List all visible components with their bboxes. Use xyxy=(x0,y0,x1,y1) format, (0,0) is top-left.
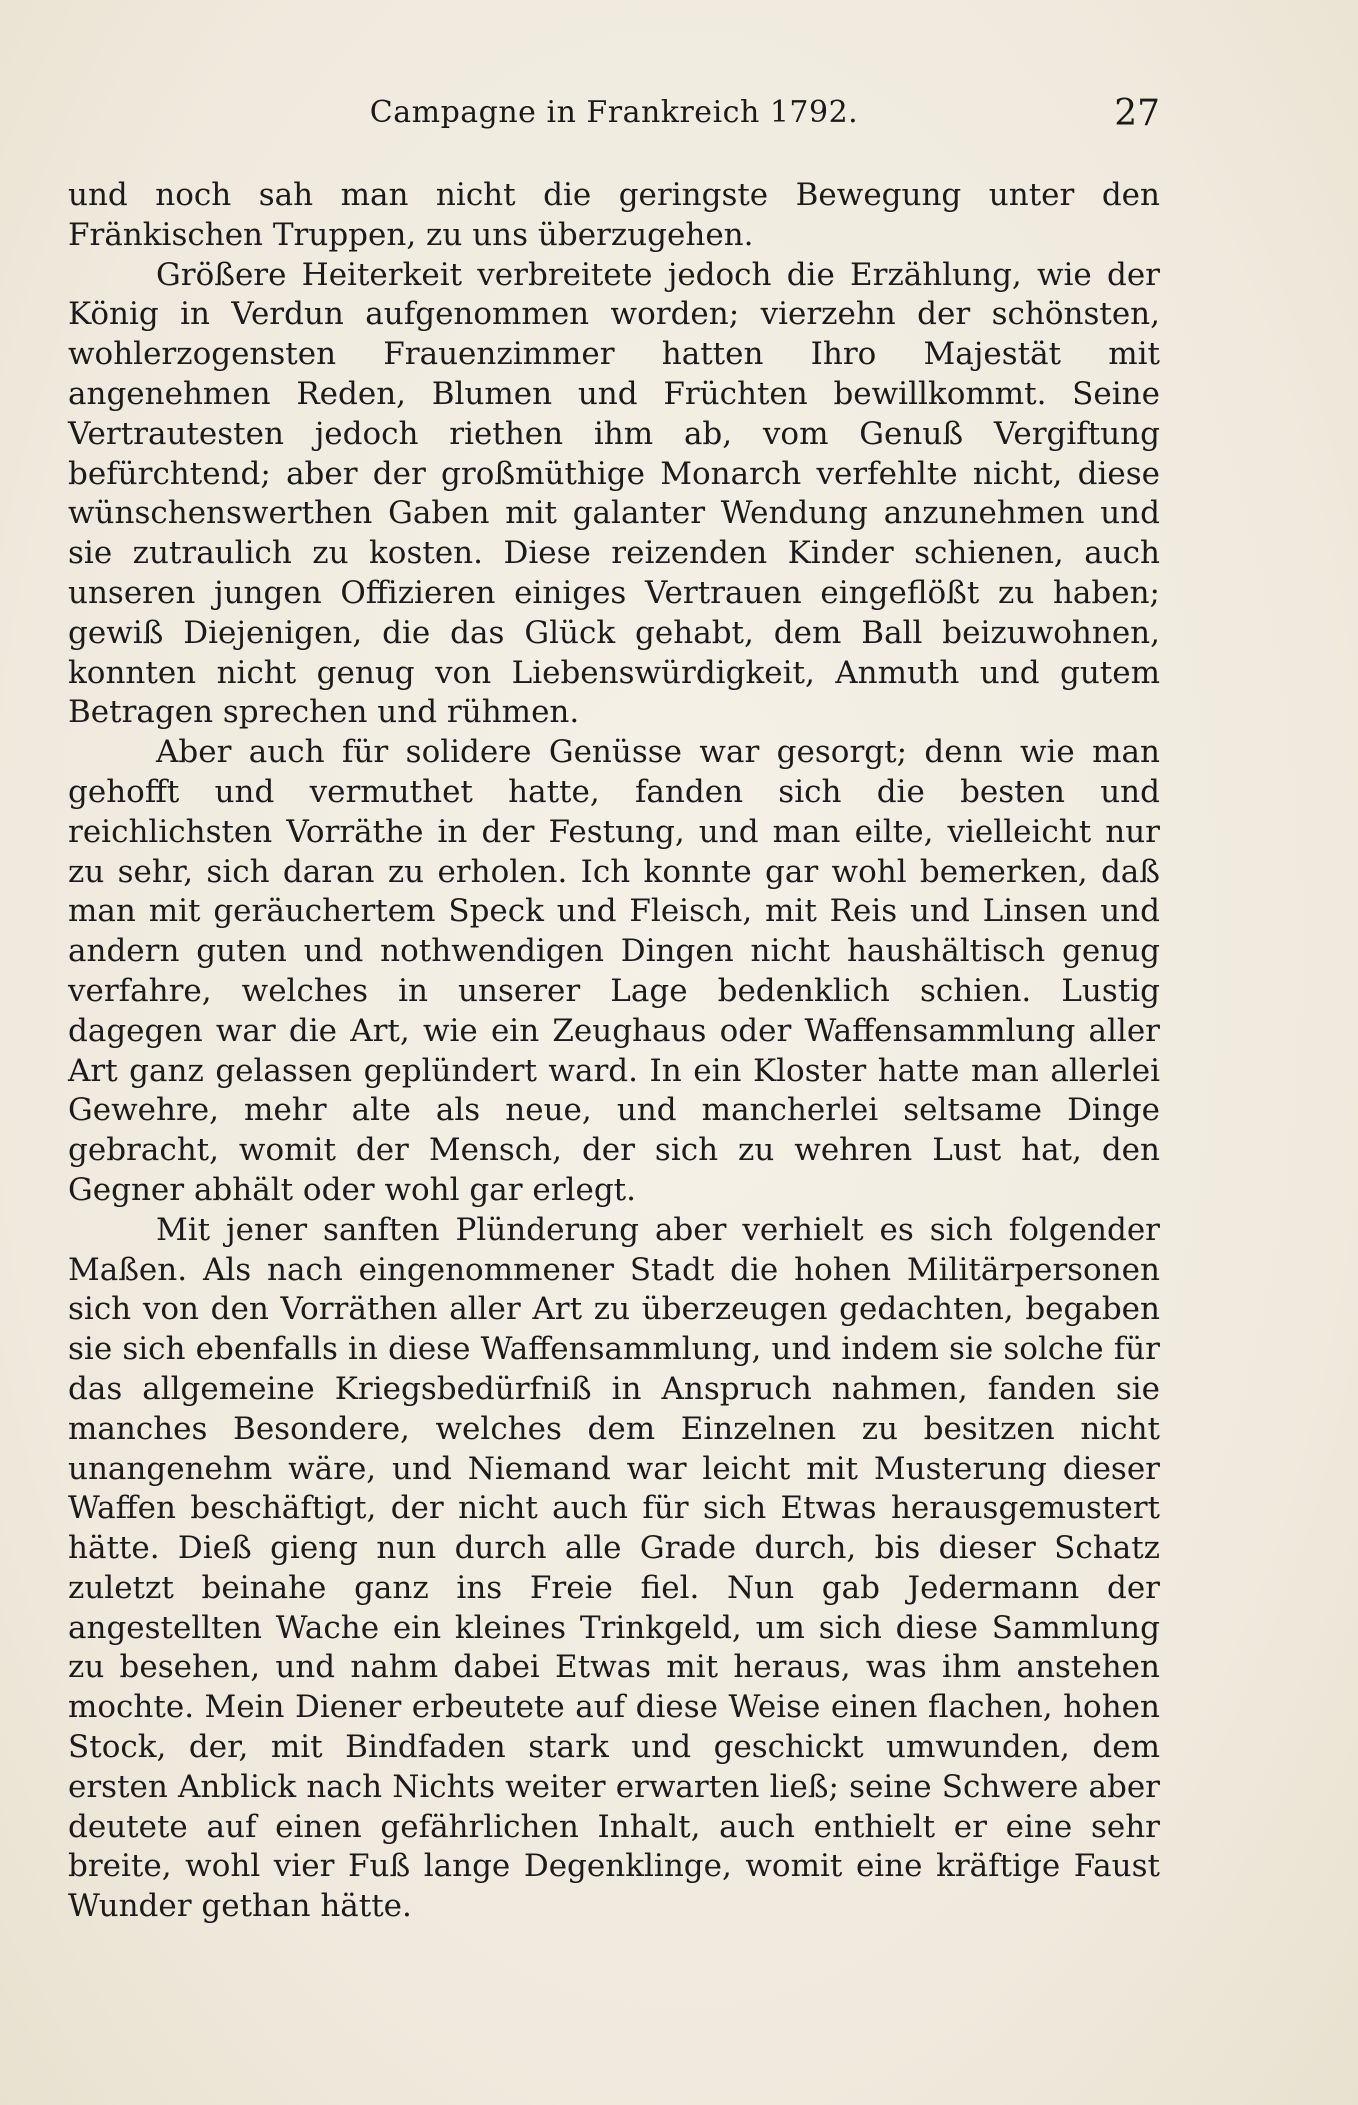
page-header xyxy=(68,95,1160,145)
paragraph: und noch sah man nicht die geringste Bewegung unter den Fränkischen Truppen, zu uns überzugehen. xyxy=(68,177,1160,253)
paragraph: Größere Heiterkeit verbreitete jedoch die Erzählung, wie der König in Verdun aufgenommen worden; vierzehn der schönsten, wohlerzogensten Frauenzimmer hatten Ihro Majestät mit angenehmen Reden, Blumen und Früchten bewillkommt. Seine Vertrautesten jedoch riethen ihm ab, vom Genuß Vergiftung befürchtend; aber der großmüthige Monarch verfehlte nicht, diese wünschenswerthen Gaben mit galanter Wendung anzunehmen und sie zutraulich zu kosten. Diese reizenden Kinder schienen, auch unseren jungen Offizieren einiges Vertrauen eingeflößt zu haben; gewiß Diejenigen, die das Glück gehabt, dem Ball beizuwohnen, konnten nicht genug von Liebenswürdigkeit, Anmuth und gutem Betragen sprechen und rühmen. xyxy=(68,256,1160,731)
page-number: 27 xyxy=(1114,93,1160,134)
running-title: Campagne in Frankreich 1792. xyxy=(369,95,859,130)
paragraph: Aber auch für solidere Genüsse war gesorgt; denn wie man gehofft und vermuthet hatte, fanden sich die besten und reichlichsten Vorräthe in der Festung, und man eilte, vielleicht nur zu sehr, sich daran zu erholen. Ich konnte gar wohl bemerken, daß man mit geräuchertem Speck und Fleisch, mit Reis und Linsen und andern guten und nothwendigen Dingen nicht haushältisch genug verfahre, welches in unserer Lage bedenklich schien. Lustig dagegen war die Art, wie ein Zeughaus oder Waffensammlung aller Art ganz gelassen geplündert ward. In ein Kloster hatte man allerlei Gewehre, mehr alte als neue, und mancherlei seltsame Dinge gebracht, womit der Mensch, der sich zu wehren Lust hat, den Gegner abhält oder wohl gar erlegt. xyxy=(68,734,1160,1208)
paragraph: Mit jener sanften Plünderung aber verhielt es sich folgender Maßen. Als nach eingenommener Stadt die hohen Militärpersonen sich von den Vorräthen aller Art zu überzeugen gedachten, begaben sie sich ebenfalls in diese Waffensammlung, und indem sie solche für das allgemeine Kriegsbedürfniß in Anspruch nahmen, fanden sie manches Besondere, welches dem Einzelnen zu besitzen nicht unangenehm wäre, und Niemand war leicht mit Musterung dieser Waffen beschäftigt, der nicht auch für sich Etwas herausgemustert hätte. Dieß gieng nun durch alle Grade durch, bis dieser Schatz zuletzt beinahe ganz ins Freie fiel. Nun gab Jedermann der angestellten Wache ein kleines Trinkgeld, um sich diese Sammlung zu besehen, und nahm dabei Etwas mit heraus, was ihm anstehen mochte. Mein Diener erbeutete auf diese Weise einen flachen, hohen Stock, der, mit Bindfaden stark und geschickt umwunden, dem ersten Anblick nach Nichts weiter erwarten ließ; seine Schwere aber deutete auf einen gefährlichen Inhalt, auch enthielt er eine sehr breite, wohl vier Fuß lange Degenklinge, womit eine kräftige Faust Wunder gethan hätte. xyxy=(68,1211,1160,1925)
body-text xyxy=(68,176,1160,1927)
